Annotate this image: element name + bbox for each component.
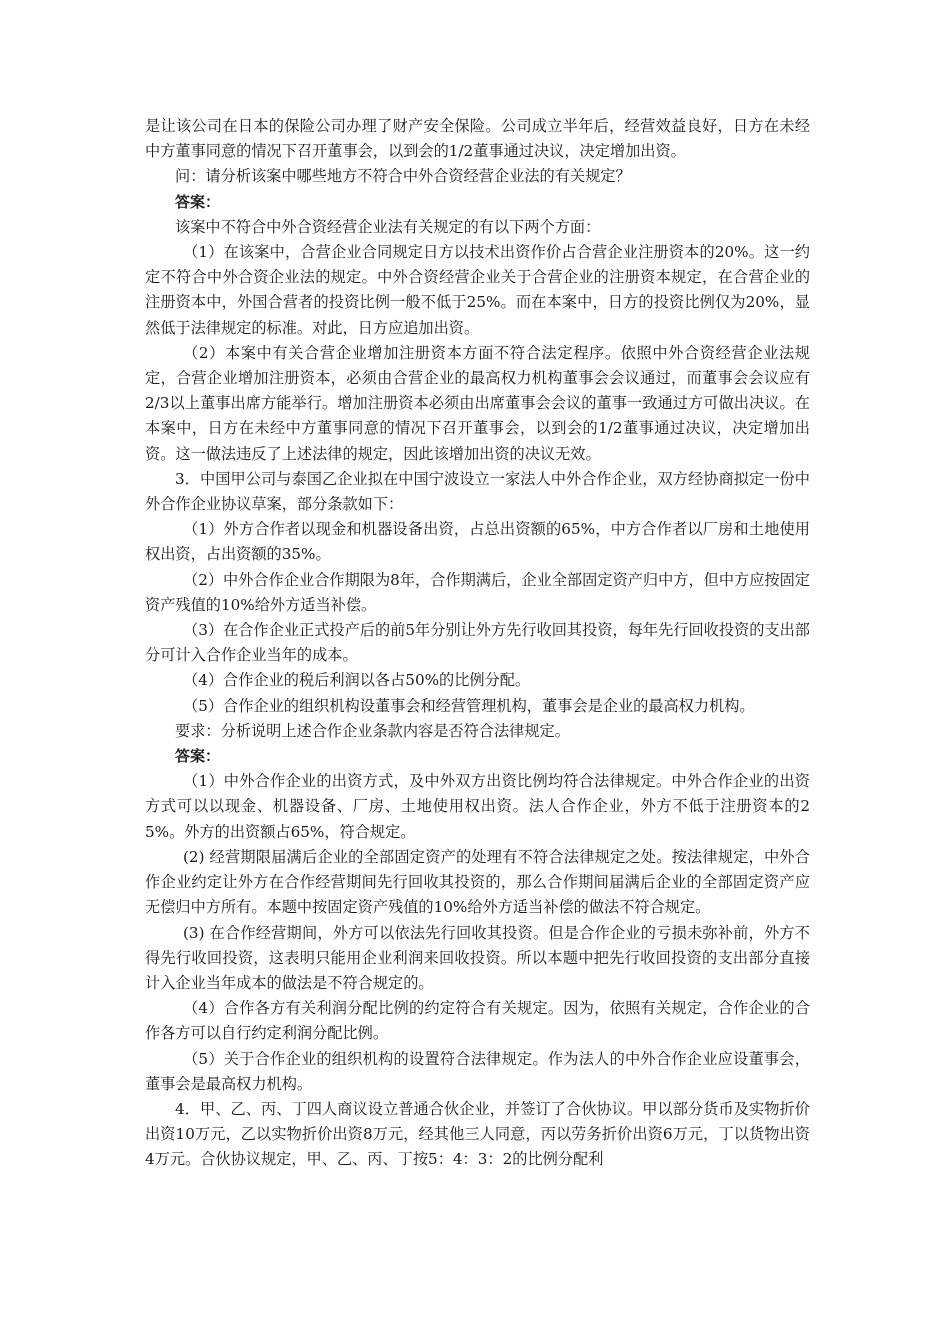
- document-page: [145, 114, 810, 1173]
- case-3-clause-5: （5）合作企业的组织机构设董事会和经营管理机构，董事会是企业的最高权力机构。: [183, 696, 755, 715]
- answer-2-point-1: （1）中外合作企业的出资方式，及中外双方出资比例均符合法律规定。中外合作企业的出资方式可以以现金、机器设备、厂房、土地使用权出资。法人合作企业，外方不低于注册资本的25%。外方的出资额占65%，符合规定。: [145, 772, 810, 841]
- question-1: 问：请分析该案中哪些地方不符合中外合资经营企业法的有关规定？: [175, 167, 631, 186]
- answer-2-point-3: (3) 在合作经营期间，外方可以依法先行回收其投资。但是合作企业的亏损未弥补前，外方不得先行收回投资，这表明只能用企业利润来回收投资。所以本题中把先行收回投资的支出部分直接计入企业当年成本的做法是不符合规定的。: [145, 923, 810, 992]
- case-3-requirement: 要求：分析说明上述合作企业条款内容是否符合法律规定。: [175, 721, 570, 740]
- answer-2-point-5: （5）关于合作企业的组织机构的设置符合法律规定。作为法人的中外合作企业应设董事会，董事会是最高权力机构。: [145, 1049, 810, 1093]
- case-3-clause-2: （2）中外合作企业合作期限为8年，合作期满后，企业全部固定资产归中方，但中方应按固定资产残值的10%给外方适当补偿。: [145, 570, 810, 614]
- answer-1-point-1: （1）在该案中，合营企业合同规定日方以技术出资作价占合营企业注册资本的20%。这一约定不符合中外合资企业法的规定。中外合资经营企业关于合营企业的注册资本规定，在合营企业的注册资本中，外国合营者的投资比例一般不低于25%。而在本案中，日方的投资比例仅为20%，显然低于法律规定的标准。对此，日方应追加出资。: [145, 243, 810, 337]
- answer-1-point-2: （2）本案中有关合营企业增加注册资本方面不符合法定程序。依照中外合资经营企业法规定，合营企业增加注册资本，必须由合营企业的最高权力机构董事会会议通过，而董事会会议应有2/3以上董事出席方能举行。增加注册资本必须由出席董事会会议的董事一致通过方可做出决议。在本案中，日方在未经中方董事同意的情况下召开董事会，以到会的1/2董事通过决议，决定增加出资。这一做法违反了上述法律的规定，因此该增加出资的决议无效。: [145, 343, 810, 463]
- case-4-intro: 4．甲、乙、丙、丁四人商议设立普通合伙企业，并签订了合伙协议。甲以部分货币及实物折价出资10万元，乙以实物折价出资8万元，经其他三人同意，丙以劳务折价出资6万元，丁以货物出资4万元。合伙协议规定，甲、乙、丙、丁按5：4：3：2的比例分配利: [145, 1099, 810, 1169]
- case-3-clause-3: （3）在合作企业正式投产后的前5年分别让外方先行收回其投资，每年先行回收投资的支出部分可计入合作企业当年的成本。: [145, 621, 810, 665]
- case-3-intro: 3．中国甲公司与泰国乙企业拟在中国宁波设立一家法人中外合作企业，双方经协商拟定一份中外合作企业协议草案，部分条款如下：: [145, 469, 810, 514]
- answer-2-point-2: (2) 经营期限届满后企业的全部固定资产的处理有不符合法律规定之处。按法律规定，中外合作企业约定让外方在合作经营期间先行回收其投资的，那么合作期间届满后企业的全部固定资产应无偿归中方所有。本题中按固定资产残值的10%给外方适当补偿的做法不符合规定。: [145, 847, 810, 917]
- paragraph-intro: 是让该公司在日本的保险公司办理了财产安全保险。公司成立半年后，经营效益良好，日方在未经中方董事同意的情况下召开董事会，以到会的1/2董事通过决议，决定增加出资。: [145, 117, 810, 161]
- answer-heading-2: 答案：: [175, 747, 221, 766]
- answer-1-summary: 该案中不符合中外合资经营企业法有关规定的有以下两个方面：: [175, 217, 601, 236]
- answer-heading-1: 答案：: [175, 192, 221, 211]
- answer-2-point-4: （4）合作各方有关利润分配比例的约定符合有关规定。因为，依照有关规定，合作企业的合作各方可以自行约定利润分配比例。: [145, 999, 810, 1043]
- case-3-clause-4: （4）合作企业的税后利润以各占50%的比例分配。: [183, 671, 531, 690]
- case-3-clause-1: （1）外方合作者以现金和机器设备出资，占总出资额的65%，中方合作者以厂房和土地使用权出资，占出资额的35%。: [145, 520, 810, 564]
